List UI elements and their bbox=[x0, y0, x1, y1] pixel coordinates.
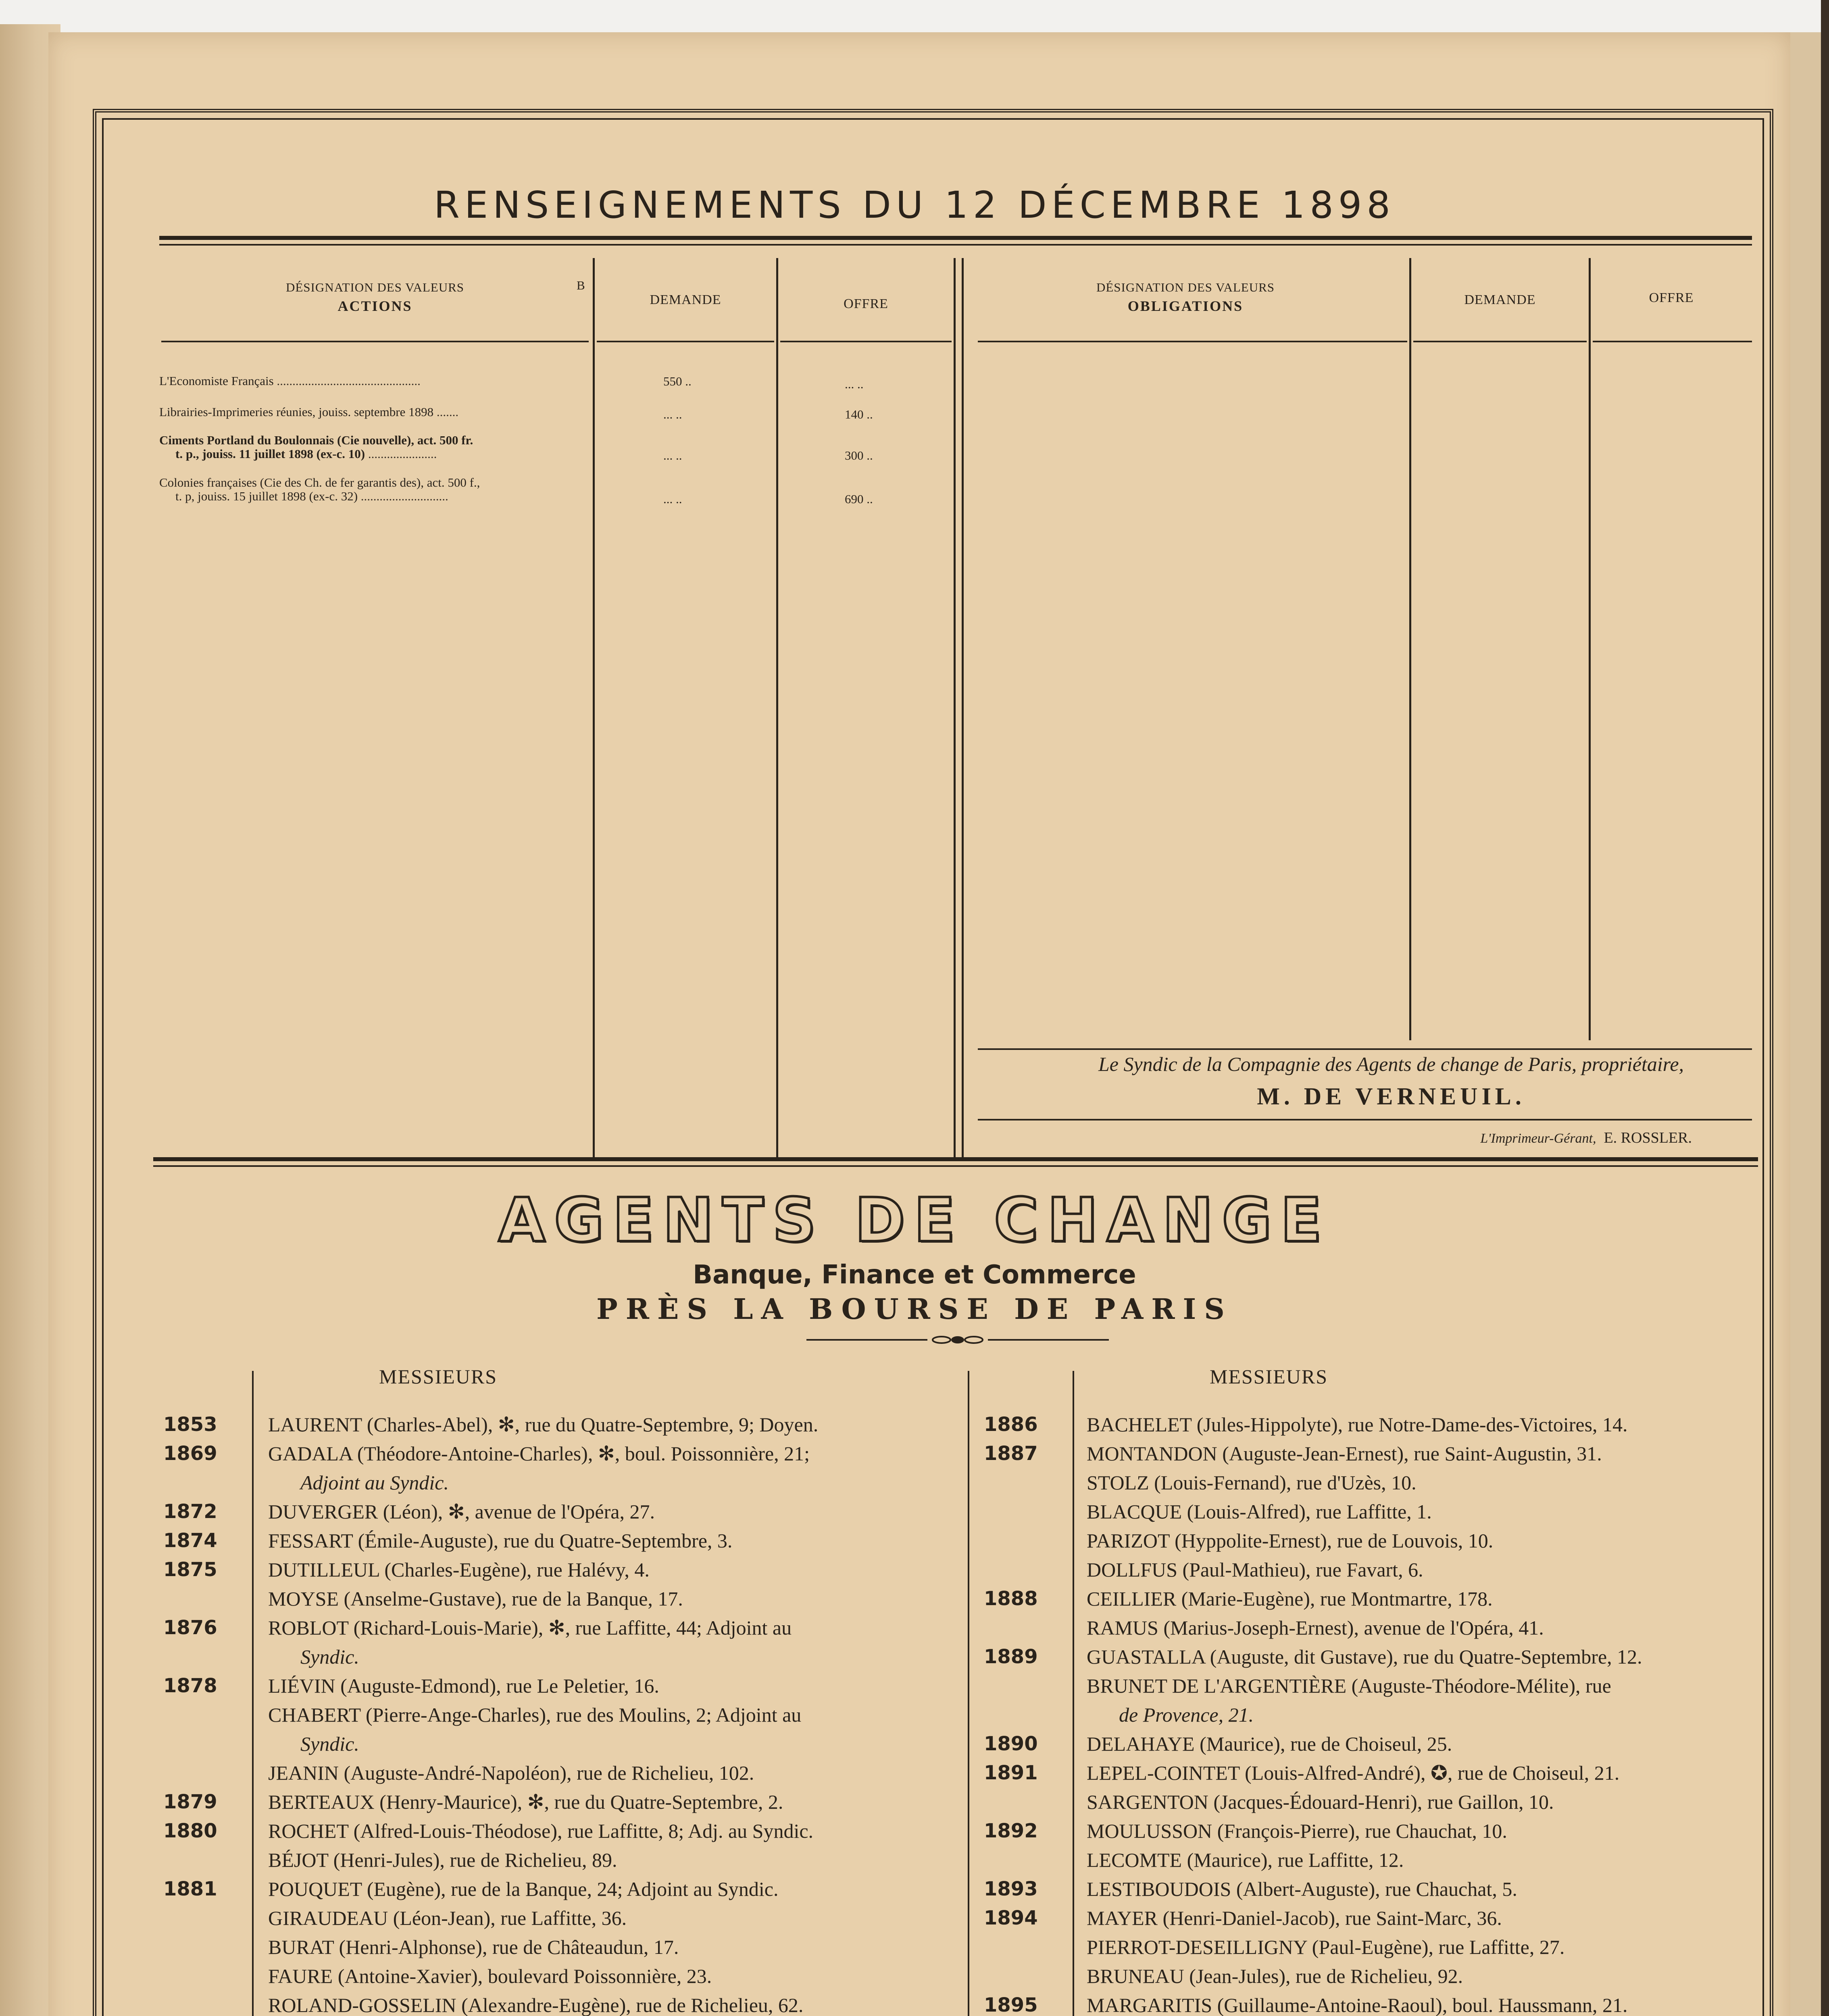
agent-details: (Maurice), rue de Choiseul, 25. bbox=[1200, 1733, 1452, 1755]
actions-row: L'Economiste Français .............................................. bbox=[159, 374, 421, 388]
header-rule bbox=[161, 341, 589, 342]
agent-text bbox=[268, 1556, 650, 1583]
value-name: Ciments Portland du Boulonnais (Cie nouvelle), act. 500 fr. bbox=[159, 433, 473, 447]
agent-name: GUASTALLA bbox=[1087, 1645, 1210, 1668]
agent-text bbox=[1087, 1760, 1619, 1786]
agent-details: (Louis-Alfred-André), ✪, rue de Choiseul, 21. bbox=[1245, 1762, 1620, 1784]
agent-details: (Auguste, dit Gustave), rue du Quatre-Septembre, 12. bbox=[1210, 1645, 1642, 1668]
agents-list-right bbox=[984, 1411, 1742, 2016]
agent-text bbox=[300, 1643, 359, 1670]
agent-details: (Henri-Daniel-Jacob), rue Saint-Marc, 36. bbox=[1162, 1907, 1502, 1929]
header-rule bbox=[1593, 341, 1752, 342]
agent-text bbox=[1087, 1440, 1602, 1467]
agent-details: (Henry-Maurice), ✻, rue du Quatre-Septembre, 2. bbox=[379, 1791, 783, 1813]
agent-text bbox=[300, 1469, 449, 1496]
agent-name: POUQUET bbox=[268, 1878, 367, 1900]
agent-name: LAURENT bbox=[268, 1413, 367, 1436]
demande-value: ... .. bbox=[663, 492, 682, 506]
agent-name: ROBLOT bbox=[268, 1616, 354, 1639]
header-rule bbox=[1413, 341, 1587, 342]
offre-value: 690 .. bbox=[845, 492, 873, 506]
agent-details: Adjoint au Syndic. bbox=[300, 1471, 449, 1494]
actions-row: Colonies françaises (Cie des Ch. de fer garantis des), act. 500 f., t. p, jouiss. 15 juillet 1898 (ex-c. 32) ............................ bbox=[159, 476, 595, 503]
marker-letter: B bbox=[577, 278, 585, 292]
agent-name: ROCHET bbox=[268, 1820, 354, 1842]
col-divider bbox=[776, 258, 778, 1157]
value-name: Librairies-Imprimeries réunies, jouiss. septembre 1898 bbox=[159, 405, 434, 419]
agent-details: (Pierre-Ange-Charles), rue des Moulins, 2; Adjoint au bbox=[365, 1704, 802, 1726]
agent-year: 1876 bbox=[163, 1616, 217, 1639]
agent-details: (Auguste-Edmond), rue Le Peletier, 16. bbox=[340, 1674, 659, 1697]
agent-name: MONTANDON bbox=[1087, 1442, 1223, 1465]
title-rule-thin bbox=[159, 244, 1752, 246]
agent-text bbox=[1087, 1411, 1628, 1438]
agent-details: (Eugène), rue de la Banque, 24; Adjoint au Syndic. bbox=[367, 1878, 779, 1900]
syndic-name: M. DE VERNEUIL. bbox=[1257, 1083, 1525, 1110]
agent-name: DUTILLEUL bbox=[268, 1558, 385, 1581]
agents-subtitle-bourse: PRÈS LA BOURSE DE PARIS bbox=[596, 1292, 1233, 1326]
agent-details: Syndic. bbox=[300, 1645, 359, 1668]
agent-text bbox=[268, 1818, 813, 1844]
agent-year: 1879 bbox=[163, 1791, 217, 1813]
agent-details: (Théodore-Antoine-Charles), ✻, boul. Poissonnière, 21; bbox=[357, 1442, 810, 1465]
actions-label: ACTIONS bbox=[337, 298, 412, 314]
agent-details: (Louis-Fernand), rue d'Uzès, 10. bbox=[1154, 1471, 1417, 1494]
agent-name: BURAT bbox=[268, 1936, 339, 1958]
agent-details: (Jules-Hippolyte), rue Notre-Dame-des-Victoires, 14. bbox=[1196, 1413, 1628, 1436]
agent-name: GADALA bbox=[268, 1442, 357, 1465]
agents-title: AGENTS DE CHANGE bbox=[498, 1185, 1331, 1256]
agent-details: (Léon), ✻, avenue de l'Opéra, 27. bbox=[383, 1500, 655, 1523]
agent-text bbox=[1087, 1614, 1544, 1641]
agent-name: RAMUS bbox=[1087, 1616, 1164, 1639]
agent-name: PIERROT-DESEILLIGNY bbox=[1087, 1936, 1312, 1958]
agent-text bbox=[268, 1963, 712, 1989]
agent-details: (Guillaume-Antoine-Raoul), boul. Haussmann, 21. bbox=[1217, 1994, 1628, 2016]
ornament-rule bbox=[806, 1335, 1109, 1344]
agent-details: (Charles-Eugène), rue Halévy, 4. bbox=[384, 1558, 650, 1581]
value-name-cont: t. p, jouiss. 15 juillet 1898 (ex-c. 32) bbox=[175, 489, 358, 503]
agent-details: (Charles-Abel), ✻, rue du Quatre-Septembre, 9; Doyen. bbox=[367, 1413, 819, 1436]
value-name-cont: t. p., jouiss. 11 juillet 1898 (ex-c. 10) bbox=[175, 447, 365, 461]
value-name: Colonies françaises (Cie des Ch. de fer garantis des), act. 500 f., bbox=[159, 475, 480, 489]
agent-details: (Henri-Jules), rue de Richelieu, 89. bbox=[333, 1849, 617, 1871]
agent-name: BRUNET DE L'ARGENTIÈRE bbox=[1087, 1674, 1352, 1697]
agent-text bbox=[268, 1614, 792, 1641]
agent-details: (Maurice), rue Laffitte, 12. bbox=[1187, 1849, 1404, 1871]
agent-text bbox=[1087, 1934, 1564, 1960]
agent-name: JEANIN bbox=[268, 1762, 344, 1784]
agent-text bbox=[268, 1440, 810, 1467]
agent-year: 1887 bbox=[984, 1442, 1038, 1465]
scan-background bbox=[0, 0, 1829, 32]
agent-year: 1891 bbox=[984, 1762, 1038, 1784]
section-rule bbox=[153, 1157, 1758, 1161]
section-rule-thin bbox=[153, 1165, 1758, 1167]
agent-name: BÉJOT bbox=[268, 1849, 333, 1871]
agent-text bbox=[1087, 1789, 1554, 1815]
agent-year: 1881 bbox=[163, 1878, 217, 1900]
agent-text bbox=[268, 1527, 732, 1554]
agent-name: FAURE bbox=[268, 1965, 338, 1987]
demande-value: ... .. bbox=[663, 407, 682, 421]
agent-text bbox=[1087, 1556, 1423, 1583]
agent-name: ROLAND-GOSSELIN bbox=[268, 1994, 462, 2016]
agent-details: (Jean-Jules), rue de Richelieu, 92. bbox=[1189, 1965, 1463, 1987]
messieurs-heading: MESSIEURS bbox=[1210, 1365, 1328, 1388]
agent-text bbox=[1087, 1672, 1611, 1699]
offre-value: ... .. bbox=[845, 377, 864, 391]
agent-text bbox=[268, 1672, 659, 1699]
designation-label: DÉSIGNATION DES VALEURS bbox=[1096, 280, 1275, 294]
agent-text bbox=[1087, 1847, 1404, 1873]
obligations-header bbox=[964, 278, 1407, 315]
agent-details: (Alexandre-Eugène), rue de Richelieu, 62. bbox=[461, 1994, 804, 2016]
column-separator bbox=[968, 1371, 969, 2016]
agent-name: MARGARITIS bbox=[1087, 1994, 1217, 2016]
imprimeur bbox=[1480, 1129, 1692, 1147]
agent-details: (Paul-Mathieu), rue Favart, 6. bbox=[1182, 1558, 1423, 1581]
agent-details: (Richard-Louis-Marie), ✻, rue Laffitte, 44; Adjoint au bbox=[353, 1616, 792, 1639]
agent-name: PARIZOT bbox=[1087, 1529, 1175, 1552]
demande-header: DEMANDE bbox=[1464, 292, 1536, 307]
header-rule bbox=[780, 341, 952, 342]
agent-text bbox=[268, 1905, 627, 1931]
agent-year: 1895 bbox=[984, 1994, 1038, 2016]
agent-text bbox=[268, 1789, 783, 1815]
actions-row: Ciments Portland du Boulonnais (Cie nouvelle), act. 500 fr. t. p., jouiss. 11 juillet 1898 (ex-c. 10) ...................... bbox=[159, 433, 595, 461]
agent-year: 1853 bbox=[163, 1413, 217, 1436]
agent-details: (Antoine-Xavier), boulevard Poissonnière, 23. bbox=[337, 1965, 712, 1987]
demande-value: ... .. bbox=[663, 448, 682, 462]
agent-year: 1890 bbox=[984, 1733, 1038, 1755]
actions-header bbox=[161, 278, 589, 315]
agent-text bbox=[300, 1731, 359, 1757]
agent-name: LIÉVIN bbox=[268, 1674, 341, 1697]
title-rule bbox=[159, 236, 1752, 240]
agent-text bbox=[268, 1847, 617, 1873]
agent-name: DELAHAYE bbox=[1087, 1733, 1200, 1755]
col-divider bbox=[962, 258, 964, 1157]
offre-header: OFFRE bbox=[844, 296, 888, 311]
agent-year: 1894 bbox=[984, 1907, 1038, 1929]
agent-name: SARGENTON bbox=[1087, 1791, 1214, 1813]
agent-name: BERTEAUX bbox=[268, 1791, 380, 1813]
imprimeur-name: E. ROSSLER. bbox=[1604, 1129, 1692, 1146]
syndic-rule bbox=[978, 1119, 1752, 1120]
agent-name: MOYSE bbox=[268, 1587, 344, 1610]
agent-year: 1889 bbox=[984, 1645, 1038, 1668]
syndic-line: Le Syndic de la Compagnie des Agents de change de Paris, propriétaire, bbox=[1098, 1053, 1684, 1075]
agent-details: (Anselme-Gustave), rue de la Banque, 17. bbox=[344, 1587, 683, 1610]
header-rule bbox=[978, 341, 1407, 342]
agent-details: (Léon-Jean), rue Laffitte, 36. bbox=[393, 1907, 627, 1929]
agent-text bbox=[1119, 1702, 1254, 1728]
agent-name: LEPEL-COINTET bbox=[1087, 1762, 1245, 1784]
agent-name: MOULUSSON bbox=[1087, 1820, 1217, 1842]
value-name: L'Economiste Français bbox=[159, 374, 274, 388]
agent-year: 1886 bbox=[984, 1413, 1038, 1436]
agent-details: (François-Pierre), rue Chauchat, 10. bbox=[1217, 1820, 1507, 1842]
agent-year: 1880 bbox=[163, 1820, 217, 1842]
imprimeur-label: L'Imprimeur-Gérant, bbox=[1480, 1131, 1596, 1146]
agent-name: STOLZ bbox=[1087, 1471, 1154, 1494]
agent-details: (Hyppolite-Ernest), rue de Louvois, 10. bbox=[1175, 1529, 1494, 1552]
agent-name: GIRAUDEAU bbox=[268, 1907, 393, 1929]
agent-text bbox=[268, 1992, 803, 2016]
agent-name: BRUNEAU bbox=[1087, 1965, 1189, 1987]
agent-name: LESTIBOUDOIS bbox=[1087, 1878, 1236, 1900]
syndic-rule bbox=[978, 1048, 1752, 1050]
agent-year: 1872 bbox=[163, 1500, 217, 1523]
agent-details: (Auguste-Théodore-Mélite), rue bbox=[1351, 1674, 1611, 1697]
agent-text bbox=[1087, 1527, 1493, 1554]
agent-year: 1874 bbox=[163, 1529, 217, 1552]
agents-subtitle: Banque, Finance et Commerce bbox=[693, 1260, 1136, 1290]
agent-name: DOLLFUS bbox=[1087, 1558, 1183, 1581]
agent-name: BLACQUE bbox=[1087, 1500, 1187, 1523]
demande-header: DEMANDE bbox=[650, 292, 721, 307]
agent-year: 1878 bbox=[163, 1674, 217, 1697]
messieurs-heading: MESSIEURS bbox=[379, 1365, 498, 1388]
agent-text bbox=[268, 1876, 779, 1902]
agent-name: CHABERT bbox=[268, 1704, 366, 1726]
agent-details: (Auguste-André-Napoléon), rue de Richelieu, 102. bbox=[344, 1762, 754, 1784]
agent-text bbox=[1087, 1818, 1507, 1844]
agent-details: (Marie-Eugène), rue Montmartre, 178. bbox=[1181, 1587, 1493, 1610]
offre-header: OFFRE bbox=[1649, 290, 1694, 305]
obligations-label: OBLIGATIONS bbox=[1127, 298, 1244, 314]
page-title: RENSEIGNEMENTS DU 12 DÉCEMBRE 1898 bbox=[434, 183, 1395, 227]
agent-text bbox=[268, 1702, 801, 1728]
agent-name: CEILLIER bbox=[1087, 1587, 1181, 1610]
agents-list-left bbox=[161, 1411, 968, 2016]
agent-name: MAYER bbox=[1087, 1907, 1163, 1929]
header-rule bbox=[597, 341, 774, 342]
agent-text bbox=[1087, 1469, 1417, 1496]
agent-text bbox=[1087, 1905, 1502, 1931]
agent-text bbox=[1087, 1876, 1517, 1902]
agent-name: LECOMTE bbox=[1087, 1849, 1187, 1871]
agent-details: (Jacques-Édouard-Henri), rue Gaillon, 10. bbox=[1213, 1791, 1554, 1813]
agent-text bbox=[268, 1585, 683, 1612]
agent-details: (Marius-Joseph-Ernest), avenue de l'Opéra, 41. bbox=[1163, 1616, 1544, 1639]
agent-year: 1875 bbox=[163, 1558, 217, 1581]
agent-name: DUVERGER bbox=[268, 1500, 383, 1523]
col-divider bbox=[593, 258, 595, 1157]
agent-year: 1869 bbox=[163, 1442, 217, 1465]
agent-details: (Alfred-Louis-Théodose), rue Laffitte, 8; Adj. au Syndic. bbox=[353, 1820, 814, 1842]
designation-label: DÉSIGNATION DES VALEURS bbox=[285, 280, 465, 294]
agent-details: (Albert-Auguste), rue Chauchat, 5. bbox=[1236, 1878, 1517, 1900]
agent-details: de Provence, 21. bbox=[1119, 1704, 1254, 1726]
agent-text bbox=[268, 1498, 655, 1525]
col-divider bbox=[954, 258, 956, 1157]
col-divider bbox=[1409, 258, 1411, 1040]
agent-text bbox=[1087, 1731, 1452, 1757]
agent-details: (Louis-Alfred), rue Laffitte, 1. bbox=[1187, 1500, 1432, 1523]
agent-text bbox=[268, 1934, 679, 1960]
actions-row: Librairies-Imprimeries réunies, jouiss. septembre 1898 ....... bbox=[159, 405, 459, 419]
agent-text bbox=[1087, 1992, 1628, 2016]
agent-details: (Auguste-Jean-Ernest), rue Saint-Augustin, 31. bbox=[1222, 1442, 1602, 1465]
agent-details: (Henri-Alphonse), rue de Châteaudun, 17. bbox=[339, 1936, 679, 1958]
offre-value: 300 .. bbox=[845, 448, 873, 462]
agent-year: 1888 bbox=[984, 1587, 1038, 1610]
agent-year: 1893 bbox=[984, 1878, 1038, 1900]
agent-text bbox=[1087, 1498, 1432, 1525]
agent-text bbox=[1087, 1585, 1493, 1612]
scan-edge bbox=[1821, 0, 1829, 2016]
agent-details: (Paul-Eugène), rue Laffitte, 27. bbox=[1312, 1936, 1565, 1958]
agent-text bbox=[1087, 1963, 1463, 1989]
agent-name: FESSART bbox=[268, 1529, 358, 1552]
agent-text bbox=[268, 1411, 818, 1438]
agent-text bbox=[1087, 1643, 1642, 1670]
col-divider bbox=[1589, 258, 1591, 1040]
demande-value: 550 .. bbox=[663, 374, 692, 388]
agent-year: 1892 bbox=[984, 1820, 1038, 1842]
agent-name: BACHELET bbox=[1087, 1413, 1197, 1436]
offre-value: 140 .. bbox=[845, 407, 873, 421]
agent-details: Syndic. bbox=[300, 1733, 359, 1755]
agent-text bbox=[268, 1760, 754, 1786]
agent-details: (Émile-Auguste), rue du Quatre-Septembre, 3. bbox=[358, 1529, 733, 1552]
